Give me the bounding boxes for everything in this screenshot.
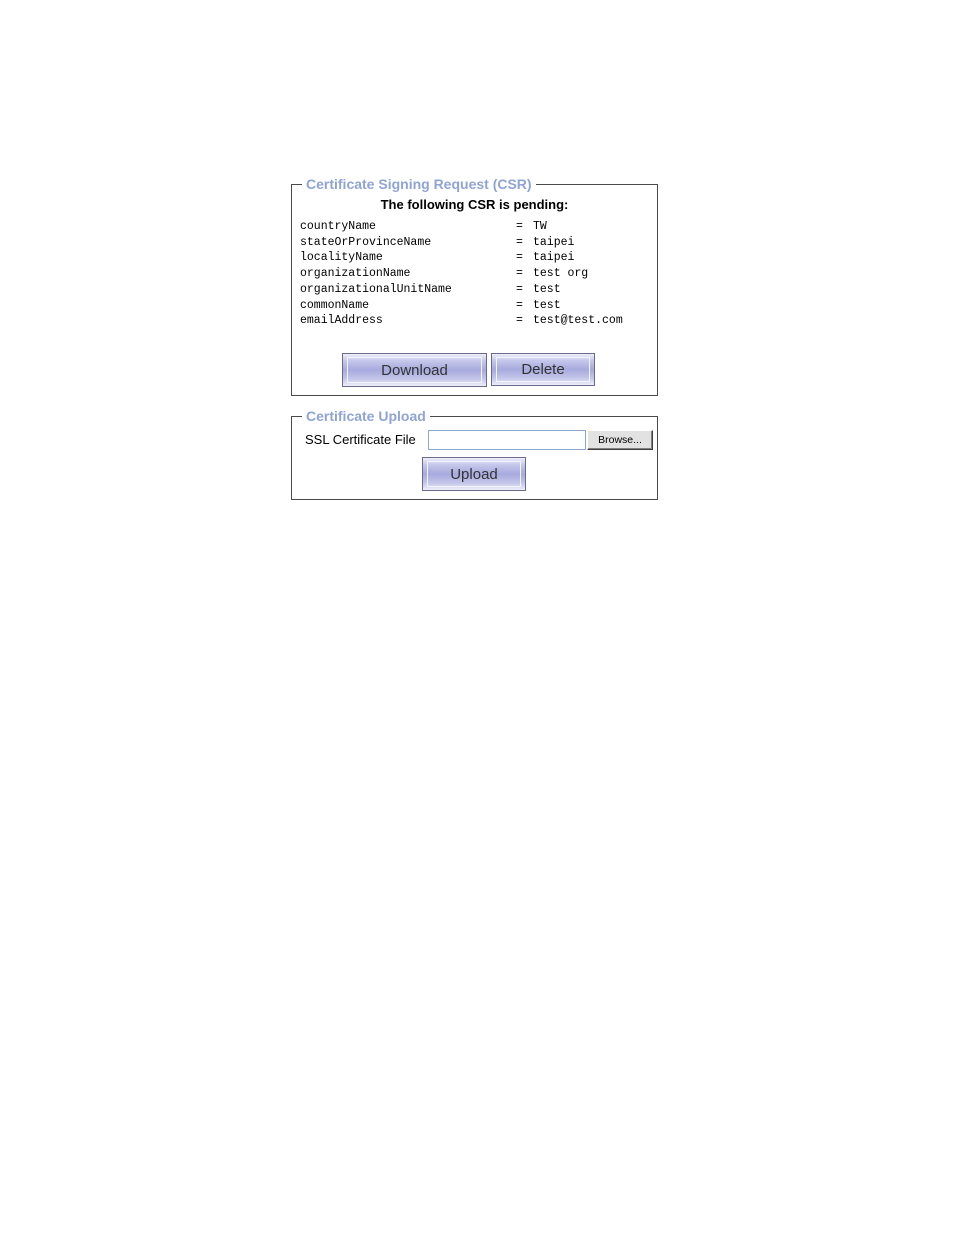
table-row bbox=[300, 219, 623, 235]
csr-field-equals: = bbox=[516, 251, 523, 265]
csr-field-key: stateOrProvinceName bbox=[300, 235, 432, 249]
delete-button-label: Delete bbox=[521, 361, 565, 378]
csr-field-equals: = bbox=[516, 282, 523, 296]
table-row bbox=[300, 235, 623, 251]
csr-field-key: localityName bbox=[300, 251, 383, 265]
download-button[interactable] bbox=[342, 353, 487, 387]
csr-field-equals: = bbox=[516, 220, 523, 233]
csr-field-equals: = bbox=[516, 298, 523, 312]
upload-button-label: Upload bbox=[450, 465, 498, 483]
csr-field-value: test org bbox=[533, 267, 589, 281]
table-row bbox=[300, 266, 623, 282]
download-button-label: Download bbox=[381, 361, 448, 379]
csr-fieldset bbox=[291, 176, 658, 396]
csr-details-table bbox=[300, 219, 623, 329]
ssl-certificate-file-label: SSL Certificate File bbox=[305, 432, 416, 447]
csr-field-value: taipei bbox=[533, 251, 575, 265]
csr-pending-title: The following CSR is pending: bbox=[380, 197, 569, 212]
csr-field-value: taipei bbox=[533, 235, 575, 249]
table-row bbox=[300, 250, 623, 266]
certificate-upload-fieldset bbox=[291, 408, 658, 500]
table-row bbox=[300, 298, 623, 314]
csr-field-value: test bbox=[533, 298, 561, 312]
csr-field-key: organizationalUnitName bbox=[300, 282, 452, 296]
csr-field-value: TW bbox=[533, 220, 547, 233]
browse-button[interactable]: Browse... bbox=[587, 430, 653, 450]
csr-field-key: emailAddress bbox=[300, 314, 383, 328]
csr-field-equals: = bbox=[516, 314, 523, 328]
csr-field-equals: = bbox=[516, 235, 523, 249]
csr-field-key: organizationName bbox=[300, 267, 411, 281]
delete-button[interactable] bbox=[491, 353, 595, 386]
ssl-certificate-file-input[interactable] bbox=[428, 430, 586, 450]
csr-legend: Certificate Signing Request (CSR) bbox=[302, 175, 536, 193]
upload-legend: Certificate Upload bbox=[302, 407, 430, 425]
csr-field-equals: = bbox=[516, 267, 523, 281]
table-row bbox=[300, 282, 623, 298]
csr-field-key: countryName bbox=[300, 220, 376, 233]
csr-field-value: test@test.com bbox=[533, 314, 623, 328]
upload-button[interactable] bbox=[422, 457, 526, 491]
csr-field-key: commonName bbox=[300, 298, 370, 312]
csr-field-value: test bbox=[533, 282, 561, 296]
table-row bbox=[300, 313, 623, 329]
